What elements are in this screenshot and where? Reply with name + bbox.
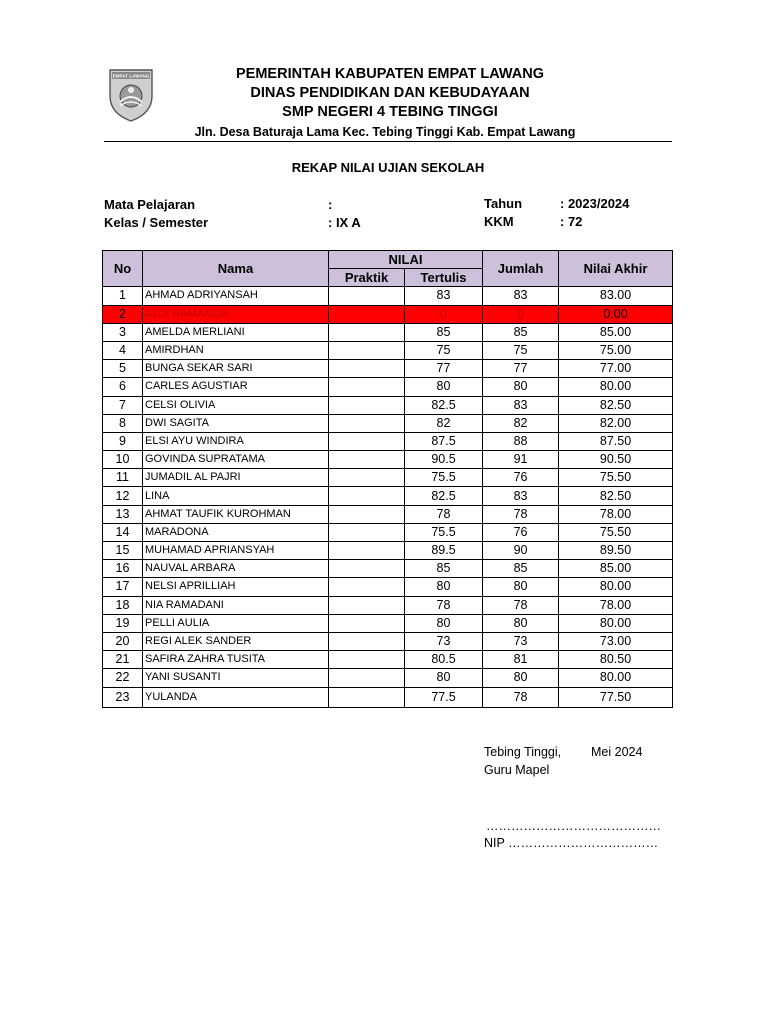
cell-tertulis: 0	[405, 305, 483, 323]
cell-tertulis: 89.5	[405, 542, 483, 560]
table-row	[103, 487, 673, 505]
header-tertulis: Tertulis	[405, 269, 483, 287]
cell-no: 6	[103, 378, 143, 396]
cell-tertulis: 80.5	[405, 651, 483, 669]
cell-name: ALDI RAMANDA	[143, 305, 329, 323]
cell-nilai-akhir: 75.50	[559, 523, 673, 541]
cell-name: SAFIRA ZAHRA TUSITA	[143, 651, 329, 669]
header-nilai-akhir: Nilai Akhir	[559, 251, 673, 287]
cell-jumlah: 77	[483, 360, 559, 378]
cell-tertulis: 75.5	[405, 469, 483, 487]
year-label: Tahun	[484, 196, 523, 211]
cell-praktik	[329, 523, 405, 541]
cell-no: 1	[103, 287, 143, 305]
cell-tertulis: 73	[405, 632, 483, 650]
cell-no: 8	[103, 414, 143, 432]
cell-jumlah: 76	[483, 469, 559, 487]
cell-no: 15	[103, 542, 143, 560]
cell-nilai-akhir: 83.00	[559, 287, 673, 305]
header-nilai: NILAI	[329, 251, 483, 269]
table-row	[103, 323, 673, 341]
cell-jumlah: 0	[483, 305, 559, 323]
header-name: Nama	[143, 251, 329, 287]
cell-jumlah: 75	[483, 341, 559, 359]
cell-name: YULANDA	[143, 687, 329, 707]
cell-nilai-akhir: 80.00	[559, 378, 673, 396]
score-table-body	[103, 287, 673, 707]
cell-tertulis: 80	[405, 669, 483, 687]
cell-tertulis: 82.5	[405, 396, 483, 414]
cell-nilai-akhir: 82.50	[559, 487, 673, 505]
header-government: PEMERINTAH KABUPATEN EMPAT LAWANG	[236, 66, 544, 82]
cell-no: 9	[103, 432, 143, 450]
header-department: DINAS PENDIDIKAN DAN KEBUDAYAAN	[250, 85, 530, 101]
header-praktik: Praktik	[329, 269, 405, 287]
cell-praktik	[329, 687, 405, 707]
cell-no: 7	[103, 396, 143, 414]
header-no: No	[103, 251, 143, 287]
cell-nilai-akhir: 80.00	[559, 614, 673, 632]
table-row	[103, 287, 673, 305]
cell-jumlah: 88	[483, 432, 559, 450]
cell-praktik	[329, 614, 405, 632]
cell-no: 10	[103, 451, 143, 469]
table-row	[103, 360, 673, 378]
table-row	[103, 414, 673, 432]
table-row	[103, 341, 673, 359]
signature-nip: NIP ………………………………	[484, 836, 659, 850]
cell-name: AMELDA MERLIANI	[143, 323, 329, 341]
cell-praktik	[329, 578, 405, 596]
cell-jumlah: 85	[483, 323, 559, 341]
cell-nilai-akhir: 80.50	[559, 651, 673, 669]
cell-tertulis: 75.5	[405, 523, 483, 541]
cell-jumlah: 80	[483, 669, 559, 687]
cell-tertulis: 85	[405, 323, 483, 341]
cell-no: 2	[103, 305, 143, 323]
cell-jumlah: 78	[483, 505, 559, 523]
cell-jumlah: 78	[483, 596, 559, 614]
cell-nilai-akhir: 78.00	[559, 596, 673, 614]
cell-nilai-akhir: 0.00	[559, 305, 673, 323]
cell-nilai-akhir: 89.50	[559, 542, 673, 560]
table-row	[103, 469, 673, 487]
cell-tertulis: 78	[405, 596, 483, 614]
cell-jumlah: 73	[483, 632, 559, 650]
cell-tertulis: 75	[405, 341, 483, 359]
cell-nilai-akhir: 77.50	[559, 687, 673, 707]
cell-nilai-akhir: 75.00	[559, 341, 673, 359]
cell-praktik	[329, 505, 405, 523]
table-row	[103, 614, 673, 632]
cell-no: 14	[103, 523, 143, 541]
cell-praktik	[329, 669, 405, 687]
cell-tertulis: 83	[405, 287, 483, 305]
cell-no: 22	[103, 669, 143, 687]
cell-jumlah: 91	[483, 451, 559, 469]
cell-nilai-akhir: 80.00	[559, 669, 673, 687]
cell-tertulis: 82.5	[405, 487, 483, 505]
cell-praktik	[329, 560, 405, 578]
cell-praktik	[329, 360, 405, 378]
cell-name: PELLI AULIA	[143, 614, 329, 632]
cell-name: NAUVAL ARBARA	[143, 560, 329, 578]
cell-no: 18	[103, 596, 143, 614]
cell-tertulis: 80	[405, 578, 483, 596]
cell-nilai-akhir: 73.00	[559, 632, 673, 650]
table-row	[103, 560, 673, 578]
cell-no: 23	[103, 687, 143, 707]
cell-no: 5	[103, 360, 143, 378]
cell-tertulis: 85	[405, 560, 483, 578]
cell-praktik	[329, 323, 405, 341]
cell-tertulis: 78	[405, 505, 483, 523]
cell-no: 21	[103, 651, 143, 669]
cell-jumlah: 82	[483, 414, 559, 432]
cell-praktik	[329, 396, 405, 414]
cell-no: 19	[103, 614, 143, 632]
header-address: Jln. Desa Baturaja Lama Kec. Tebing Tinggi Kab. Empat Lawang	[194, 125, 576, 139]
cell-no: 17	[103, 578, 143, 596]
cell-nilai-akhir: 85.00	[559, 560, 673, 578]
cell-no: 3	[103, 323, 143, 341]
header-jumlah: Jumlah	[483, 251, 559, 287]
table-row	[103, 505, 673, 523]
cell-praktik	[329, 414, 405, 432]
cell-jumlah: 80	[483, 578, 559, 596]
cell-no: 13	[103, 505, 143, 523]
cell-tertulis: 77	[405, 360, 483, 378]
cell-nilai-akhir: 75.50	[559, 469, 673, 487]
cell-nilai-akhir: 78.00	[559, 505, 673, 523]
cell-jumlah: 85	[483, 560, 559, 578]
cell-name: CELSI OLIVIA	[143, 396, 329, 414]
cell-name: DWI SAGITA	[143, 414, 329, 432]
table-row	[103, 651, 673, 669]
cell-jumlah: 80	[483, 614, 559, 632]
signature-place: Tebing Tinggi,	[484, 745, 562, 759]
class-value: : IX A	[328, 215, 361, 230]
cell-name: AHMAD ADRIYANSAH	[143, 287, 329, 305]
logo-text: EMPAT LAWANG	[112, 73, 150, 79]
cell-no: 20	[103, 632, 143, 650]
cell-praktik	[329, 305, 405, 323]
class-label: Kelas / Semester	[104, 215, 209, 230]
cell-no: 16	[103, 560, 143, 578]
table-row	[103, 542, 673, 560]
table-row	[103, 523, 673, 541]
cell-name: JUMADIL AL PAJRI	[143, 469, 329, 487]
cell-nilai-akhir: 82.50	[559, 396, 673, 414]
cell-jumlah: 78	[483, 687, 559, 707]
kkm-value: : 72	[560, 214, 583, 229]
header-divider	[104, 141, 672, 142]
cell-jumlah: 83	[483, 487, 559, 505]
cell-tertulis: 90.5	[405, 451, 483, 469]
table-row	[103, 396, 673, 414]
cell-nilai-akhir: 77.00	[559, 360, 673, 378]
cell-praktik	[329, 469, 405, 487]
cell-name: LINA	[143, 487, 329, 505]
table-row	[103, 378, 673, 396]
score-table	[102, 250, 673, 708]
cell-name: MUHAMAD APRIANSYAH	[143, 542, 329, 560]
cell-name: NIA RAMADANI	[143, 596, 329, 614]
cell-name: GOVINDA SUPRATAMA	[143, 451, 329, 469]
cell-praktik	[329, 596, 405, 614]
cell-name: ELSI AYU WINDIRA	[143, 432, 329, 450]
cell-praktik	[329, 451, 405, 469]
cell-praktik	[329, 287, 405, 305]
cell-praktik	[329, 632, 405, 650]
cell-name: MARADONA	[143, 523, 329, 541]
cell-no: 4	[103, 341, 143, 359]
subject-value: :	[328, 197, 333, 212]
year-value: : 2023/2024	[560, 196, 630, 211]
cell-name: AMIRDHAN	[143, 341, 329, 359]
document-title: REKAP NILAI UJIAN SEKOLAH	[291, 160, 485, 175]
cell-jumlah: 83	[483, 287, 559, 305]
cell-name: BUNGA SEKAR SARI	[143, 360, 329, 378]
header-school-name: SMP NEGERI 4 TEBING TINGGI	[282, 104, 498, 120]
cell-praktik	[329, 341, 405, 359]
table-row	[103, 687, 673, 707]
cell-jumlah: 90	[483, 542, 559, 560]
cell-nilai-akhir: 85.00	[559, 323, 673, 341]
cell-nilai-akhir: 87.50	[559, 432, 673, 450]
table-row	[103, 578, 673, 596]
table-row	[103, 305, 673, 323]
cell-jumlah: 80	[483, 378, 559, 396]
cell-jumlah: 81	[483, 651, 559, 669]
cell-jumlah: 83	[483, 396, 559, 414]
cell-tertulis: 82	[405, 414, 483, 432]
table-row	[103, 669, 673, 687]
cell-tertulis: 80	[405, 378, 483, 396]
signature-date: Mei 2024	[591, 745, 643, 759]
cell-name: AHMAT TAUFIK KUROHMAN	[143, 505, 329, 523]
cell-name: CARLES AGUSTIAR	[143, 378, 329, 396]
cell-nilai-akhir: 80.00	[559, 578, 673, 596]
signature-name-line: ……………………………………	[486, 819, 661, 833]
cell-tertulis: 77.5	[405, 687, 483, 707]
table-row	[103, 632, 673, 650]
cell-praktik	[329, 432, 405, 450]
cell-name: NELSI APRILLIAH	[143, 578, 329, 596]
cell-praktik	[329, 542, 405, 560]
cell-praktik	[329, 487, 405, 505]
cell-no: 11	[103, 469, 143, 487]
cell-praktik	[329, 378, 405, 396]
cell-no: 12	[103, 487, 143, 505]
cell-praktik	[329, 651, 405, 669]
cell-tertulis: 80	[405, 614, 483, 632]
table-row	[103, 451, 673, 469]
cell-nilai-akhir: 90.50	[559, 451, 673, 469]
subject-label: Mata Pelajaran	[104, 197, 196, 212]
cell-jumlah: 76	[483, 523, 559, 541]
table-row	[103, 596, 673, 614]
cell-tertulis: 87.5	[405, 432, 483, 450]
signature-role: Guru Mapel	[484, 763, 550, 777]
kkm-label: KKM	[484, 214, 514, 229]
table-row	[103, 432, 673, 450]
cell-name: YANI SUSANTI	[143, 669, 329, 687]
cell-name: REGI ALEK SANDER	[143, 632, 329, 650]
cell-nilai-akhir: 82.00	[559, 414, 673, 432]
